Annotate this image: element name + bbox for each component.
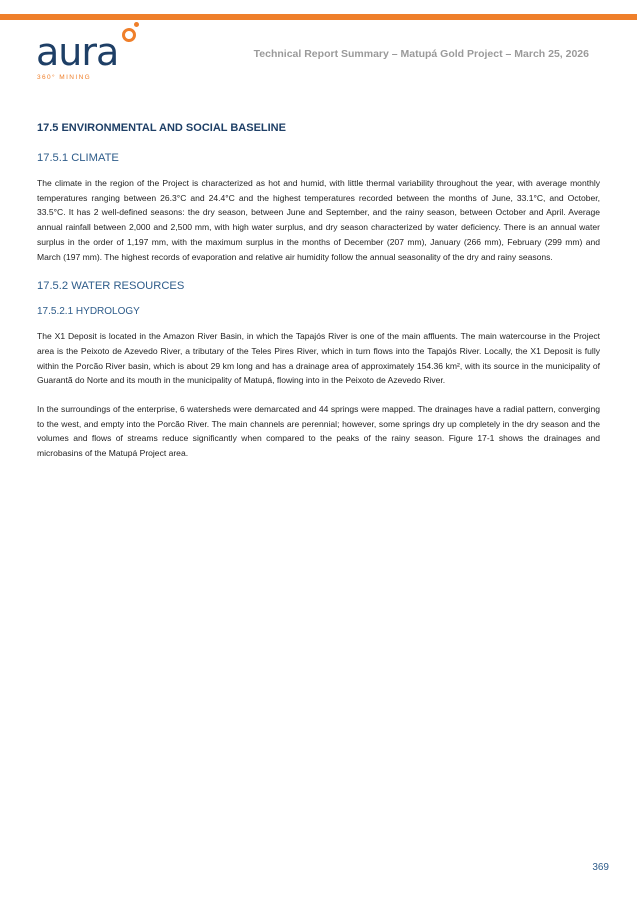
climate-paragraph: The climate in the region of the Project is characterized as hot and humid, with little thermal variability throughout the year, with average monthly temperatures ranging between 26.3°C and 24.4°C and the highest temperatures recorded between the months of June, 33.1°C, and October, 33.5°C. It has 2 well-defined seasons: the dry season, between June and September, and the rainy season, between October and April. Average annual rainfall between 2,000 and 2,500 mm, with high water surplus, and dry season characterized by water deficiency. There is an annual water surplus in the order of 1,197 mm, with the maximum surplus in the months of December (207 mm), January (266 mm), February (299 mm) and March (197 mm). The highest records of evaporation and relative air humidity follow the annual seasonality of the dry and rainy seasons. — [37, 178, 600, 262]
hydrology-paragraph-1: The X1 Deposit is located in the Amazon River Basin, in which the Tapajós River is one of the main affluents. The main watercourse in the Project area is the Peixoto de Azevedo River, a tributary of the Teles Pires River, which in turn flows into the Tapajós River. Locally, the X1 Deposit is fully within the Porcão River basin, which is about 29 km long and has a drainage area of approximately 154.36 km², with its source in the municipality of Guarantã do Norte and its mouth in the municipality of Matupá, flowing into in the Peixoto de Azevedo River. — [37, 331, 600, 386]
logo-tagline: 360° MINING — [37, 74, 92, 81]
report-header-title: Technical Report Summary – Matupá Gold Project – March 25, 2026 — [253, 48, 589, 60]
logo-dot-icon — [134, 22, 139, 27]
section-title: 17.5 ENVIRONMENTAL AND SOCIAL BASELINE — [37, 122, 286, 134]
page-number: 369 — [592, 862, 609, 873]
hydrology-heading: 17.5.2.1 HYDROLOGY — [37, 306, 140, 318]
climate-heading: 17.5.1 CLIMATE — [37, 152, 119, 164]
water-resources-heading: 17.5.2 WATER RESOURCES — [37, 280, 185, 293]
header-accent-bar — [0, 14, 637, 20]
hydrology-paragraph-2: In the surroundings of the enterprise, 6 watersheds were demarcated and 44 springs were mapped. The drainages have a radial pattern, converging to the west, and empty into the Porcão River. The main channels are perennial; however, some springs dry up completely in the dry season and the volumes and flows of streams reduce significantly when compared to the peaks of the rainy season. Figure 17-1 shows the drainages and microbasins of the Matupá Project area. — [37, 404, 600, 459]
logo-wordmark: aura — [36, 30, 119, 74]
logo-circle-icon — [122, 28, 136, 42]
aura-logo — [36, 26, 156, 86]
page-content — [37, 120, 600, 475]
